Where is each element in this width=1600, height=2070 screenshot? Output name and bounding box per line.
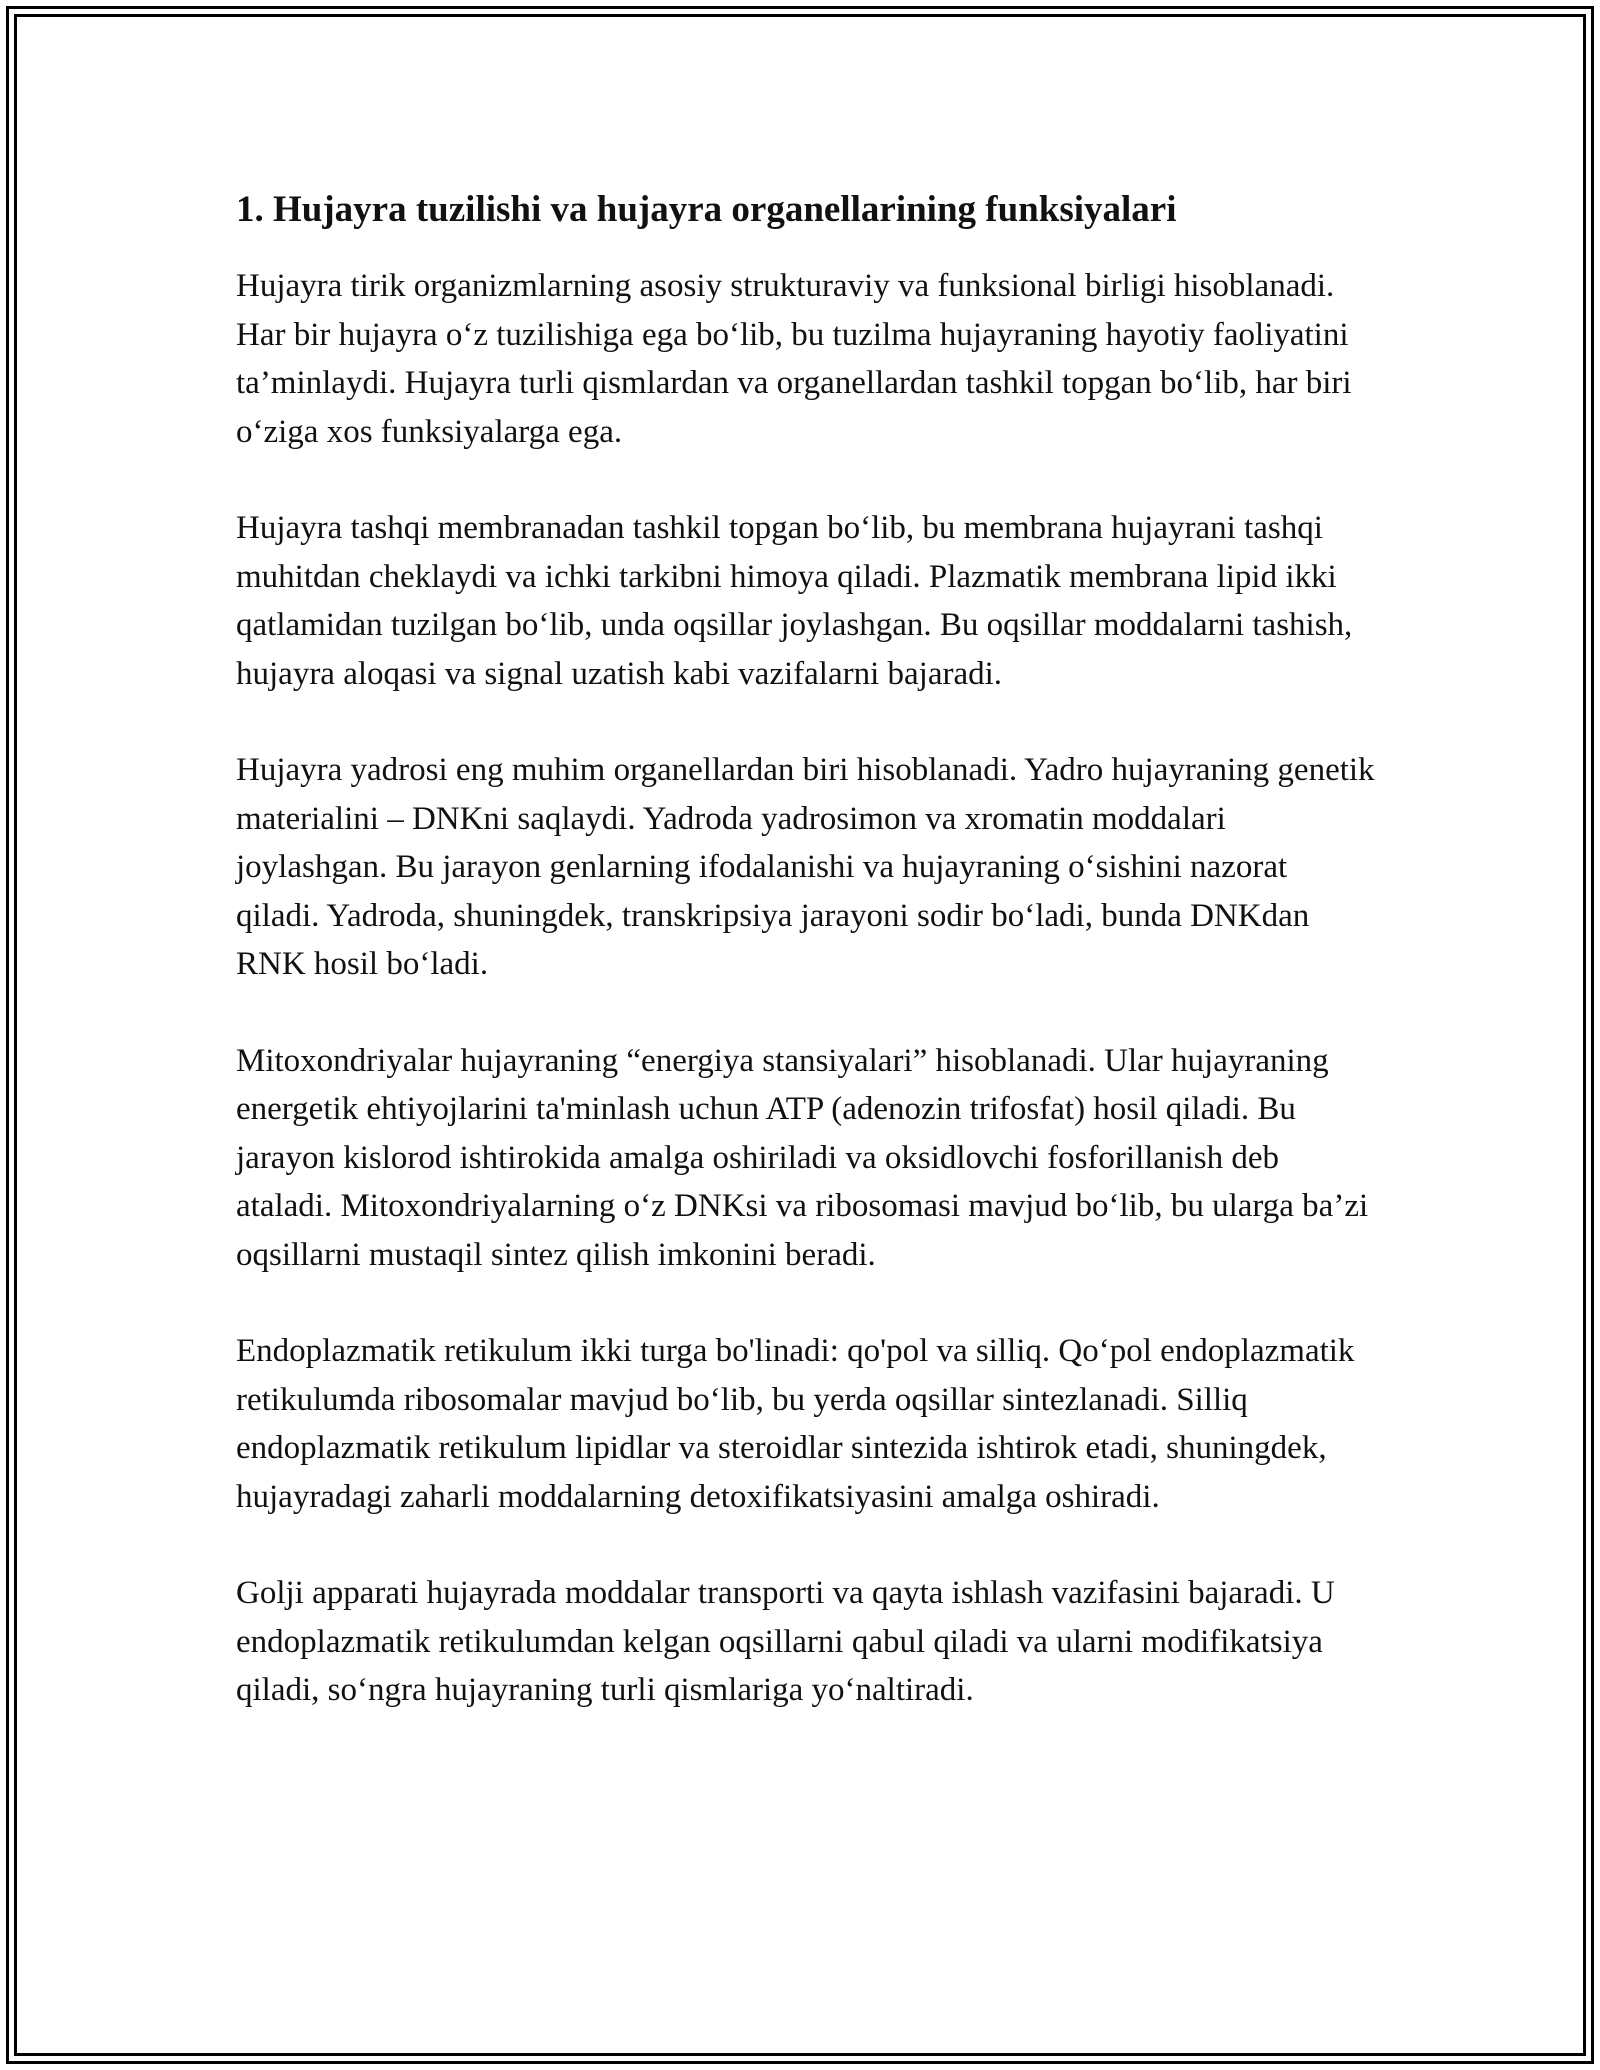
paragraph-cell-intro: Hujayra tirik organizmlarning asosiy strukturaviy va funksional birligi hisoblanadi. Har bir hujayra o‘z tuzilishiga ega bo‘lib, bu tuzilma hujayraning hayotiy faoliyatini ta’minlaydi. Hujayra turli qismlardan va organellardan tashkil topgan bo‘lib, har biri o‘ziga xos funksiyalarga ega.: [236, 268, 1352, 450]
paragraph-mitochondria: Mitoxondriyalar hujayraning “energiya stansiyalari” hisoblanadi. Ular hujayraning energetik ehtiyojlarini ta'minlash uchun ATP (adenozin trifosfat) hosil qiladi. Bu jarayon kislorod ishtirokida amalga oshiriladi va oksidlovchi fosforillanish deb ataladi. Mitoxondriyalarning o‘z DNKsi va ribosomasi mavjud bo‘lib, bu ularga ba’zi oqsillarni mustaqil sintez qilish imkonini beradi.: [236, 1042, 1369, 1273]
paragraph-golgi: Golji apparati hujayrada moddalar transporti va qayta ishlash vazifasini bajaradi. U endoplazmatik retikulumdan kelgan oqsillarni qabul qiladi va ularni modifikatsiya qiladi, so‘ngra hujayraning turli qismlariga yo‘naltiradi.: [236, 1575, 1335, 1709]
paragraph-membrane: Hujayra tashqi membranadan tashkil topgan bo‘lib, bu membrana hujayrani tashqi muhitdan cheklaydi va ichki tarkibni himoya qiladi. Plazmatik membrana lipid ikki qatlamidan tuzilgan bo‘lib, unda oqsillar joylashgan. Bu oqsillar moddalarni tashish, hujayra aloqasi va signal uzatish kabi vazifalarni bajaradi.: [236, 510, 1353, 692]
paragraph-endoplasmic-reticulum: Endoplazmatik retikulum ikki turga bo'linadi: qo'pol va silliq. Qo‘pol endoplazmatik retikulumda ribosomalar mavjud bo‘lib, bu yerda oqsillar sintezlanadi. Silliq endoplazmatik retikulum lipidlar va steroidlar sintezida ishtirok etadi, shuningdek, hujayradagi zaharli moddalarning detoxifikatsiyasini amalga oshiradi.: [236, 1333, 1355, 1515]
document-body: [236, 186, 1376, 1763]
document-title: 1. Hujayra tuzilishi va hujayra organellarining funksiyalari: [236, 189, 1177, 230]
paragraph-nucleus: Hujayra yadrosi eng muhim organellardan biri hisoblanadi. Yadro hujayraning genetik materialini – DNKni saqlaydi. Yadroda yadrosimon va xromatin moddalari joylashgan. Bu jarayon genlarning ifodalanishi va hujayraning o‘sishini nazorat qiladi. Yadroda, shuningdek, transkripsiya jarayoni sodir bo‘ladi, bunda DNKdan RNK hosil bo‘ladi.: [236, 752, 1375, 983]
